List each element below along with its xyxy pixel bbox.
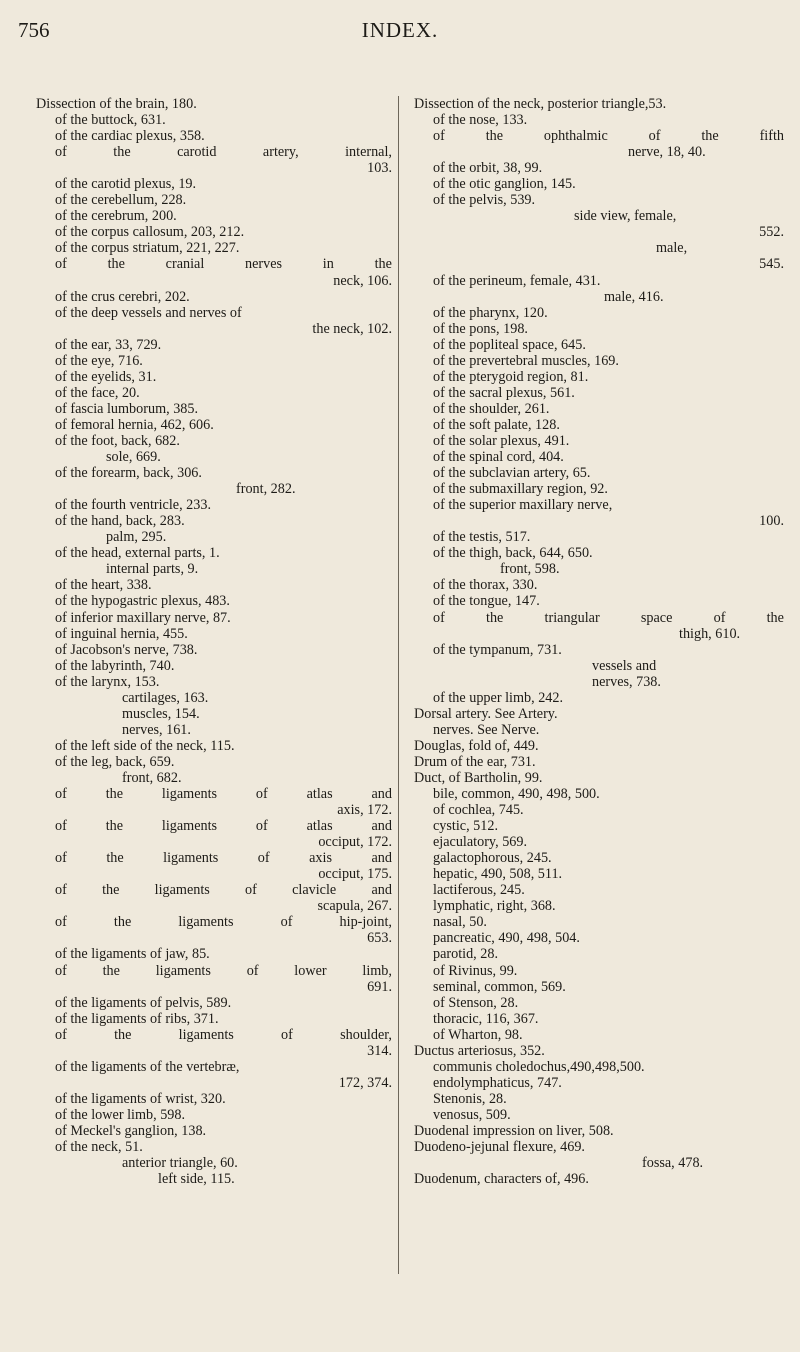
index-word: and bbox=[371, 818, 392, 835]
index-entry-line: of the left side of the neck, 115. bbox=[55, 737, 235, 754]
index-word: of bbox=[55, 962, 67, 979]
index-entry-line: hepatic, 490, 508, 511. bbox=[433, 866, 563, 883]
page-title: INDEX. bbox=[361, 18, 439, 42]
index-word: the bbox=[106, 850, 124, 867]
index-entry-line: of the deep vessels and nerves of bbox=[55, 304, 242, 321]
index-entry-line: of the otic ganglion, 145. bbox=[433, 176, 576, 193]
index-entry-line: side view, female, bbox=[574, 208, 677, 225]
index-word: of bbox=[255, 786, 268, 803]
index-word: ligaments bbox=[161, 818, 218, 835]
index-word: ligaments bbox=[161, 786, 218, 803]
index-entry-line: 172, 374. bbox=[338, 1074, 392, 1091]
index-word: the bbox=[485, 128, 504, 145]
index-word: clavicle bbox=[292, 882, 337, 899]
index-word: of bbox=[55, 914, 67, 931]
index-column-left bbox=[36, 96, 392, 1187]
index-entry-line: sole, 669. bbox=[106, 449, 161, 466]
index-entry-line: of the superior maxillary nerve, bbox=[433, 497, 613, 514]
index-entry-line: 103. bbox=[367, 160, 392, 177]
index-entry-line: of the eyelids, 31. bbox=[55, 368, 157, 385]
index-word: of bbox=[281, 1026, 293, 1043]
index-entry-line: of femoral hernia, 462, 606. bbox=[55, 416, 214, 433]
index-entry-line bbox=[36, 786, 392, 802]
index-entry-line bbox=[36, 1027, 392, 1043]
index-entry-line: Duodenum, characters of, 496. bbox=[414, 1171, 589, 1188]
column-divider bbox=[398, 96, 399, 1274]
index-word: the bbox=[102, 962, 120, 979]
index-entry-line: cystic, 512. bbox=[433, 818, 499, 835]
index-word: fifth bbox=[759, 128, 784, 145]
index-word: in bbox=[322, 256, 334, 273]
index-entry-line: Dissection of the neck, posterior triangle,53. bbox=[414, 96, 667, 112]
index-entry-line: of Meckel's ganglion, 138. bbox=[55, 1123, 207, 1139]
index-entry-line: of the corpus striatum, 221, 227. bbox=[55, 240, 240, 257]
index-entry-line: Dissection of the brain, 180. bbox=[36, 96, 197, 112]
index-entry-line: internal parts, 9. bbox=[106, 561, 199, 578]
index-entry-line: of the face, 20. bbox=[55, 384, 140, 401]
index-entry-line: of the submaxillary region, 92. bbox=[433, 481, 608, 498]
index-entry-line: nerve, 18, 40. bbox=[628, 144, 706, 161]
index-entry-line: of the lower limb, 598. bbox=[55, 1106, 186, 1123]
index-entry-line: of the fourth ventricle, 233. bbox=[55, 497, 212, 514]
index-entry-line: of the testis, 517. bbox=[433, 529, 531, 546]
index-word: hip-joint, bbox=[339, 914, 392, 931]
index-word: ligaments bbox=[178, 914, 234, 931]
index-entry-line: of the pelvis, 539. bbox=[433, 192, 536, 209]
index-entry-line: occiput, 172. bbox=[318, 834, 392, 851]
index-entry-line: of fascia lumborum, 385. bbox=[55, 400, 199, 417]
index-entry-line: of the soft palate, 128. bbox=[433, 416, 560, 433]
index-entry-line: of the forearm, back, 306. bbox=[55, 465, 202, 482]
index-word: the bbox=[486, 609, 504, 626]
index-entry-line: front, 282. bbox=[236, 481, 296, 498]
index-entry-line: of the ligaments of wrist, 320. bbox=[55, 1090, 226, 1107]
index-entry-line: muscles, 154. bbox=[122, 705, 200, 722]
index-entry-line: left side, 115. bbox=[158, 1171, 235, 1188]
index-word: of bbox=[55, 882, 67, 899]
index-entry-line: of the pons, 198. bbox=[433, 320, 528, 337]
index-word: the bbox=[105, 818, 124, 835]
index-entry-line: Duodeno-jejunal flexure, 469. bbox=[414, 1139, 585, 1156]
index-entry-line: Drum of the ear, 731. bbox=[414, 753, 536, 770]
index-entry-line: anterior triangle, 60. bbox=[122, 1155, 238, 1172]
index-entry-line: Duodenal impression on liver, 508. bbox=[414, 1123, 614, 1139]
index-entry-line: bile, common, 490, 498, 500. bbox=[433, 786, 600, 803]
index-entry-line: galactophorous, 245. bbox=[433, 850, 552, 867]
index-entry-line: nerves, 738. bbox=[592, 673, 661, 690]
index-word: ligaments bbox=[163, 850, 219, 867]
index-word: of bbox=[55, 1026, 67, 1043]
index-entry-line: thigh, 610. bbox=[679, 625, 741, 642]
index-word: atlas bbox=[306, 786, 333, 803]
index-entry-line: of Stenson, 28. bbox=[433, 994, 519, 1011]
index-entry-line: pancreatic, 490, 498, 504. bbox=[433, 930, 580, 947]
index-entry-line: of the spinal cord, 404. bbox=[433, 449, 564, 466]
index-entry-line: of the labyrinth, 740. bbox=[55, 657, 175, 674]
index-entry-line: of the ligaments of the vertebræ, bbox=[55, 1058, 240, 1075]
index-entry-line: 552. bbox=[759, 224, 784, 241]
index-entry-line: of the pharynx, 120. bbox=[433, 304, 548, 321]
index-entry-line: of the ligaments of ribs, 371. bbox=[55, 1010, 219, 1027]
index-entry-line: nerves, 161. bbox=[122, 721, 191, 738]
index-word: of bbox=[245, 882, 257, 899]
index-word: of bbox=[433, 609, 445, 626]
index-entry-line: of the tongue, 147. bbox=[433, 593, 540, 610]
index-entry-line: of the cerebrum, 200. bbox=[55, 208, 177, 225]
index-word: of bbox=[280, 914, 293, 931]
index-entry-line: 653. bbox=[367, 930, 392, 947]
index-entry-line: of the crus cerebri, 202. bbox=[55, 288, 190, 305]
index-word: of bbox=[55, 850, 67, 867]
index-entry-line: of the ligaments of jaw, 85. bbox=[55, 946, 210, 963]
index-entry-line bbox=[36, 882, 392, 898]
index-entry-line: thoracic, 116, 367. bbox=[433, 1010, 539, 1027]
index-word: the bbox=[113, 914, 132, 931]
index-entry-line: Dorsal artery. See Artery. bbox=[414, 705, 558, 722]
index-entry-line: of the larynx, 153. bbox=[55, 673, 160, 690]
index-word: carotid bbox=[177, 144, 217, 161]
index-entry-line: vessels and bbox=[592, 657, 657, 674]
index-entry-line: of the ligaments of pelvis, 589. bbox=[55, 994, 232, 1011]
index-entry-line: of the upper limb, 242. bbox=[433, 689, 564, 706]
index-word: ligaments bbox=[178, 1026, 234, 1043]
index-entry-line: fossa, 478. bbox=[642, 1155, 704, 1172]
index-entry-line: of the corpus callosum, 203, 212. bbox=[55, 224, 245, 241]
index-entry-line bbox=[36, 818, 392, 834]
index-entry-line: of the buttock, 631. bbox=[55, 112, 166, 129]
index-entry-line: of the carotid plexus, 19. bbox=[55, 176, 197, 193]
index-word: ophthalmic bbox=[543, 128, 608, 145]
index-entry-line bbox=[36, 963, 392, 979]
index-entry-line: of the ear, 33, 729. bbox=[55, 336, 162, 353]
index-entry-line: of the foot, back, 682. bbox=[55, 432, 180, 449]
index-entry-line: cartilages, 163. bbox=[122, 689, 209, 706]
index-word: of bbox=[55, 256, 67, 273]
index-word: cranial bbox=[165, 256, 205, 273]
index-word: of bbox=[55, 818, 67, 835]
index-entry-line: of the thigh, back, 644, 650. bbox=[433, 545, 593, 562]
index-entry-line: seminal, common, 569. bbox=[433, 978, 566, 995]
index-entry-line: of Rivinus, 99. bbox=[433, 962, 518, 979]
index-entry-line: axis, 172. bbox=[337, 802, 392, 819]
index-entry-line: male, bbox=[656, 240, 688, 257]
index-entry-line: of the hand, back, 283. bbox=[55, 513, 185, 530]
index-entry-line: nerves. See Nerve. bbox=[433, 721, 540, 738]
index-word: space bbox=[640, 609, 673, 626]
index-entry-line: of the shoulder, 261. bbox=[433, 400, 550, 417]
index-entry-line: venosus, 509. bbox=[433, 1106, 511, 1123]
index-word: of bbox=[713, 609, 726, 626]
index-word: of bbox=[648, 128, 661, 145]
index-entry-line bbox=[36, 256, 392, 272]
index-column-right bbox=[414, 96, 784, 1187]
index-word: the bbox=[107, 256, 125, 273]
index-word: limb, bbox=[362, 962, 392, 979]
index-entry-line: ejaculatory, 569. bbox=[433, 834, 528, 851]
index-entry-line: of the heart, 338. bbox=[55, 577, 152, 594]
index-entry-line: of the solar plexus, 491. bbox=[433, 432, 570, 449]
index-word: the bbox=[701, 128, 719, 145]
index-entry-line bbox=[36, 144, 392, 160]
index-entry-line: nasal, 50. bbox=[433, 914, 487, 931]
index-entry-line: parotid, 28. bbox=[433, 946, 499, 963]
index-entry-line: of Jacobson's nerve, 738. bbox=[55, 641, 198, 658]
index-entry-line: of the pterygoid region, 81. bbox=[433, 368, 589, 385]
index-word: ligaments bbox=[155, 962, 211, 979]
page-header bbox=[0, 18, 800, 48]
index-entry-line: communis choledochus,490,498,500. bbox=[433, 1058, 645, 1075]
index-entry-line: of the cardiac plexus, 358. bbox=[55, 128, 205, 145]
index-entry-line: of Wharton, 98. bbox=[433, 1026, 523, 1043]
index-entry-line: of the thorax, 330. bbox=[433, 577, 538, 594]
index-word: axis bbox=[309, 850, 332, 867]
index-entry-line: of the perineum, female, 431. bbox=[433, 272, 601, 289]
index-word: the bbox=[113, 144, 131, 161]
index-entry-line: of the head, external parts, 1. bbox=[55, 545, 220, 562]
index-entry-line: front, 682. bbox=[122, 769, 182, 786]
index-word: of bbox=[55, 144, 67, 161]
index-word: the bbox=[105, 786, 124, 803]
index-entry-line: of the hypogastric plexus, 483. bbox=[55, 593, 230, 610]
index-word: and bbox=[371, 786, 392, 803]
index-word: artery, bbox=[262, 144, 299, 161]
index-word: of bbox=[433, 128, 445, 145]
index-word: of bbox=[246, 962, 259, 979]
index-entry-line: of inguinal hernia, 455. bbox=[55, 625, 188, 642]
index-word: triangular bbox=[544, 609, 600, 626]
index-entry-line: male, 416. bbox=[604, 288, 664, 305]
index-word: of bbox=[255, 818, 268, 835]
index-entry-line: Stenonis, 28. bbox=[433, 1090, 507, 1107]
index-entry-line: the neck, 102. bbox=[312, 320, 392, 337]
index-entry-line: neck, 106. bbox=[333, 272, 392, 289]
index-entry-line: of the tympanum, 731. bbox=[433, 641, 562, 658]
index-word: atlas bbox=[306, 818, 333, 835]
index-entry-line: 100. bbox=[759, 513, 784, 530]
index-entry-line: of the eye, 716. bbox=[55, 352, 143, 369]
index-word: of bbox=[257, 850, 270, 867]
page-number: 756 bbox=[18, 18, 50, 42]
index-entry-line: Douglas, fold of, 449. bbox=[414, 737, 539, 754]
index-entry-line bbox=[36, 914, 392, 930]
index-entry-line bbox=[414, 128, 784, 144]
index-word: and bbox=[371, 882, 392, 899]
index-entry-line: of inferior maxillary nerve, 87. bbox=[55, 609, 231, 626]
index-entry-line: palm, 295. bbox=[106, 529, 167, 546]
index-entry-line: occiput, 175. bbox=[318, 866, 392, 883]
index-entry-line: of the cerebellum, 228. bbox=[55, 192, 187, 209]
index-word: the bbox=[114, 1026, 132, 1043]
index-word: the bbox=[102, 882, 120, 899]
index-entry-line bbox=[36, 850, 392, 866]
index-entry-line: of the orbit, 38, 99. bbox=[433, 160, 543, 177]
index-word: shoulder, bbox=[340, 1026, 392, 1043]
index-entry-line bbox=[414, 610, 784, 626]
index-entry-line: of the leg, back, 659. bbox=[55, 753, 175, 770]
index-entry-line: endolymphaticus, 747. bbox=[433, 1074, 562, 1091]
index-entry-line: of the popliteal space, 645. bbox=[433, 336, 586, 353]
index-word: and bbox=[371, 850, 392, 867]
index-word: internal, bbox=[345, 144, 392, 161]
index-entry-line: of the sacral plexus, 561. bbox=[433, 384, 575, 401]
index-entry-line: Ductus arteriosus, 352. bbox=[414, 1042, 545, 1059]
index-word: nerves bbox=[245, 256, 283, 273]
index-entry-line: of the neck, 51. bbox=[55, 1139, 143, 1156]
index-entry-line: of the nose, 133. bbox=[433, 112, 528, 129]
index-entry-line: scapula, 267. bbox=[317, 898, 392, 915]
index-entry-line: lactiferous, 245. bbox=[433, 882, 525, 899]
index-entry-line: of the prevertebral muscles, 169. bbox=[433, 352, 619, 369]
index-word: lower bbox=[294, 962, 327, 979]
index-entry-line: of cochlea, 745. bbox=[433, 802, 524, 819]
index-word: the bbox=[374, 256, 392, 273]
index-word: the bbox=[766, 609, 784, 626]
index-entry-line: of the subclavian artery, 65. bbox=[433, 465, 591, 482]
index-entry-line: Duct, of Bartholin, 99. bbox=[414, 769, 543, 786]
index-entry-line: 545. bbox=[759, 256, 784, 273]
index-entry-line: 691. bbox=[367, 978, 392, 995]
index-word: ligaments bbox=[154, 882, 210, 899]
index-entry-line: front, 598. bbox=[500, 561, 560, 578]
index-entry-line: lymphatic, right, 368. bbox=[433, 898, 556, 915]
index-entry-line: 314. bbox=[367, 1042, 392, 1059]
index-word: of bbox=[55, 786, 67, 803]
